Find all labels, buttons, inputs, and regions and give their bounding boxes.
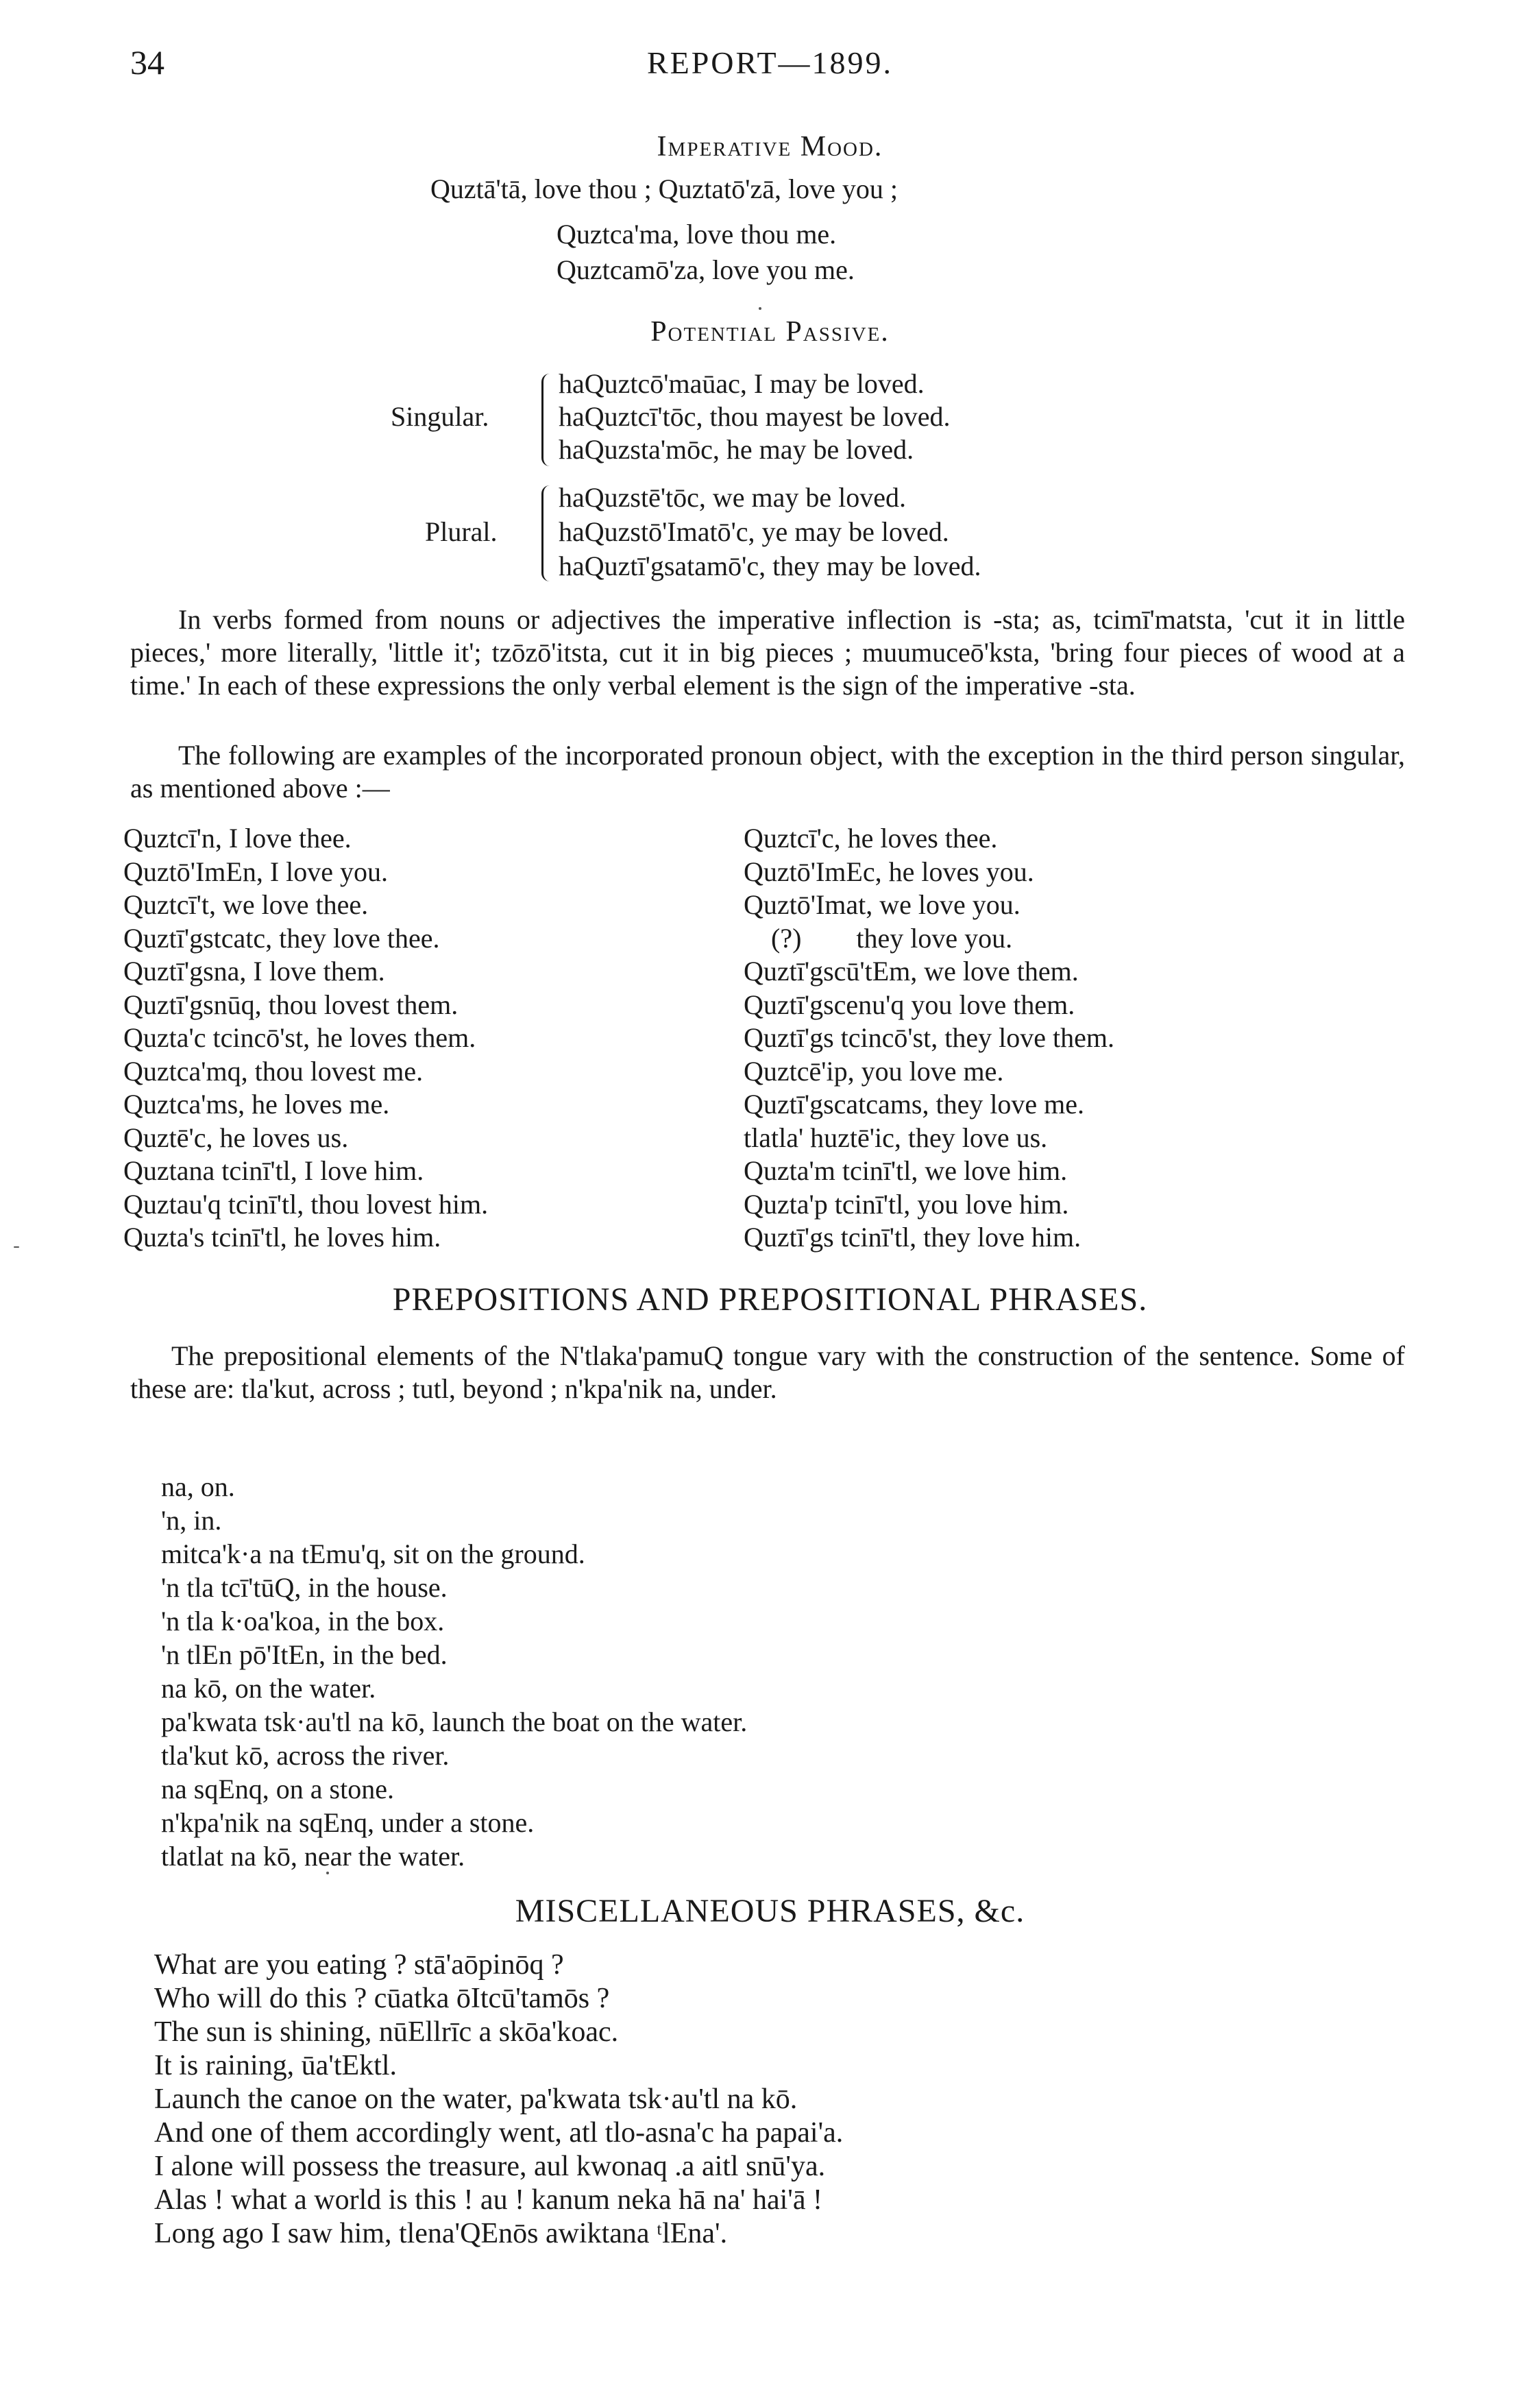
list-item: The sun is shining, nūEllrīc a skōa'koac.: [154, 2016, 619, 2048]
list-item: Quztī'gs tcinī'tl, they love him.: [744, 1222, 1081, 1253]
list-item: n'kpa'nik na sqEnq, under a stone.: [161, 1807, 535, 1838]
plural-line-1: haQuzstē'tōc, we may be loved.: [559, 482, 907, 513]
list-item: Quzta'p tcinī'tl, you love him.: [744, 1188, 1069, 1220]
imperative-line-1: Quztā'tā, love thou ; Quztatō'zā, love you ;: [430, 173, 898, 204]
imperative-heading: Imperative Mood.: [657, 131, 883, 162]
miscellaneous-heading: MISCELLANEOUS PHRASES, &c.: [515, 1893, 1025, 1929]
list-item: 'n, in.: [161, 1505, 222, 1536]
list-item: Quztē'c, he loves us.: [123, 1122, 349, 1153]
list-item: tla'kut kō, across the river.: [161, 1740, 450, 1771]
stray-mark: [759, 307, 761, 310]
plural-line-2: haQuzstō'Imatō'c, ye may be loved.: [559, 516, 949, 547]
list-item: Alas ! what a world is this ! au ! kanum neka hā na' hai'ā !: [154, 2184, 823, 2216]
list-item: Quztī'gsna, I love them.: [123, 956, 385, 987]
list-item: 'n tla k·oa'koa, in the box.: [161, 1606, 445, 1636]
list-item: Quztī'gscatcams, they love me.: [744, 1089, 1085, 1120]
list-item: 'n tla tcī'tūQ, in the house.: [161, 1572, 448, 1603]
list-item: pa'kwata tsk·au'tl na kō, launch the boat on the water.: [161, 1706, 748, 1737]
list-item: What are you eating ? stā'aōpinōq ?: [154, 1949, 564, 1981]
list-item: Quzta's tcinī'tl, he loves him.: [123, 1222, 441, 1253]
list-item: Quztca'ms, he loves me.: [123, 1089, 390, 1120]
plural-line-3: haQuztī'gsatamō'c, they may be loved.: [559, 551, 981, 581]
imperative-line-3: Quztcamō'za, love you me.: [557, 254, 855, 285]
prepositions-list: [161, 1470, 747, 1873]
list-item: It is raining, ūa'tEktl.: [154, 2050, 398, 2081]
singular-line-2: haQuztcī'tōc, thou mayest be loved.: [559, 401, 951, 432]
list-item: Who will do this ? cūatka ōItcū'tamōs ?: [154, 1983, 610, 2014]
list-item: tlatlat na kō, near the water.: [161, 1841, 465, 1872]
list-item: Quztī'gstcatc, they love thee.: [123, 922, 440, 954]
list-item: Quztī'gsnūq, thou lovest them.: [123, 989, 459, 1020]
page-number: 34: [130, 43, 164, 82]
plural-brace: [541, 485, 556, 581]
list-item: I alone will possess the treasure, aul kwonaq .a aitl snū'ya.: [154, 2151, 826, 2182]
list-item: Quztcī'c, he loves thee.: [744, 823, 998, 854]
list-item: na sqEnq, on a stone.: [161, 1774, 394, 1804]
potential-heading: Potential Passive.: [650, 316, 890, 348]
list-item: And one of them accordingly went, atl tlo-asna'c ha papai'a.: [154, 2117, 844, 2149]
list-item: Quzta'c tcincō'st, he loves them.: [123, 1022, 476, 1053]
list-item: Quztī'gs tcincō'st, they love them.: [744, 1022, 1114, 1053]
imperative-line-2: Quztca'ma, love thou me.: [557, 219, 837, 250]
list-item: Quztana tcinī'tl, I love him.: [123, 1155, 424, 1186]
list-item: (?) they love you.: [771, 922, 1013, 954]
margin-mark: [14, 1246, 19, 1248]
singular-line-3: haQuzsta'mōc, he may be loved.: [559, 434, 914, 465]
list-item: tlatla' huztē'ic, they love us.: [744, 1122, 1048, 1153]
prepositions-intro: [130, 1340, 1405, 1405]
list-item: na, on.: [161, 1471, 235, 1502]
list-item: mitca'k·a na tEmu'q, sit on the ground.: [161, 1538, 585, 1569]
list-item: Quztō'ImEn, I love you.: [123, 856, 389, 887]
pronoun-list-right: [744, 822, 1114, 1255]
paragraph-pronoun-intro: [130, 739, 1405, 805]
miscellaneous-list: [154, 1948, 843, 2251]
pronoun-list-left: [123, 822, 488, 1255]
list-item: 'n tlEn pō'ItEn, in the bed.: [161, 1639, 448, 1670]
list-item: na kō, on the water.: [161, 1673, 376, 1704]
prepositions-intro-text: The prepositional elements of the N'tlaka'pamuQ tongue vary with the construction of the sentence. Some of these are: tla'kut, across ; tutl, beyond ; n'kpa'nik na, under.: [130, 1340, 1405, 1404]
list-item: Quzta'm tcinī'tl, we love him.: [744, 1155, 1068, 1186]
paragraph-imperative-sta: [130, 603, 1405, 702]
list-item: Quztō'ImEc, he loves you.: [744, 856, 1034, 887]
list-item: Quztcī't, we love thee.: [123, 889, 369, 920]
list-item: Quztcē'ip, you love me.: [744, 1055, 1004, 1087]
stray-mark: [326, 1872, 329, 1874]
list-item: Launch the canoe on the water, pa'kwata tsk·au'tl na kō.: [154, 2083, 798, 2115]
paragraph-pronoun-intro-text: The following are examples of the incorporated pronoun object, with the exception in the third person singular, as mentioned above :—: [130, 740, 1405, 803]
list-item: Quztō'Imat, we love you.: [744, 889, 1020, 920]
list-item: Quztca'mq, thou lovest me.: [123, 1055, 424, 1087]
singular-line-1: haQuztcō'maūac, I may be loved.: [559, 368, 925, 399]
singular-brace: [541, 374, 556, 466]
singular-label: Singular.: [391, 401, 489, 432]
list-item: Quztī'gscū'tEm, we love them.: [744, 956, 1079, 987]
plural-label: Plural.: [425, 516, 498, 547]
prepositions-heading: PREPOSITIONS AND PREPOSITIONAL PHRASES.: [392, 1281, 1148, 1318]
list-item: Long ago I saw him, tlena'QEnōs awiktana ᵗlEna'.: [154, 2218, 728, 2249]
list-item: Quztau'q tcinī'tl, thou lovest him.: [123, 1188, 489, 1220]
list-item: Quztī'gscenu'q you love them.: [744, 989, 1075, 1020]
running-head: REPORT—1899.: [646, 45, 894, 80]
paragraph-imperative-sta-text: In verbs formed from nouns or adjectives the imperative inflection is -sta; as, tcimī'matsta, 'cut it in little pieces,' more literally, 'little it'; tzōzō'itsta, cut it in big pieces ; muumuceō'ksta, 'bring four pieces of wood at a time.' In each of these expressions the only verbal element is the sign of the imperative -sta.: [130, 604, 1405, 701]
list-item: Quztcī'n, I love thee.: [123, 823, 352, 854]
